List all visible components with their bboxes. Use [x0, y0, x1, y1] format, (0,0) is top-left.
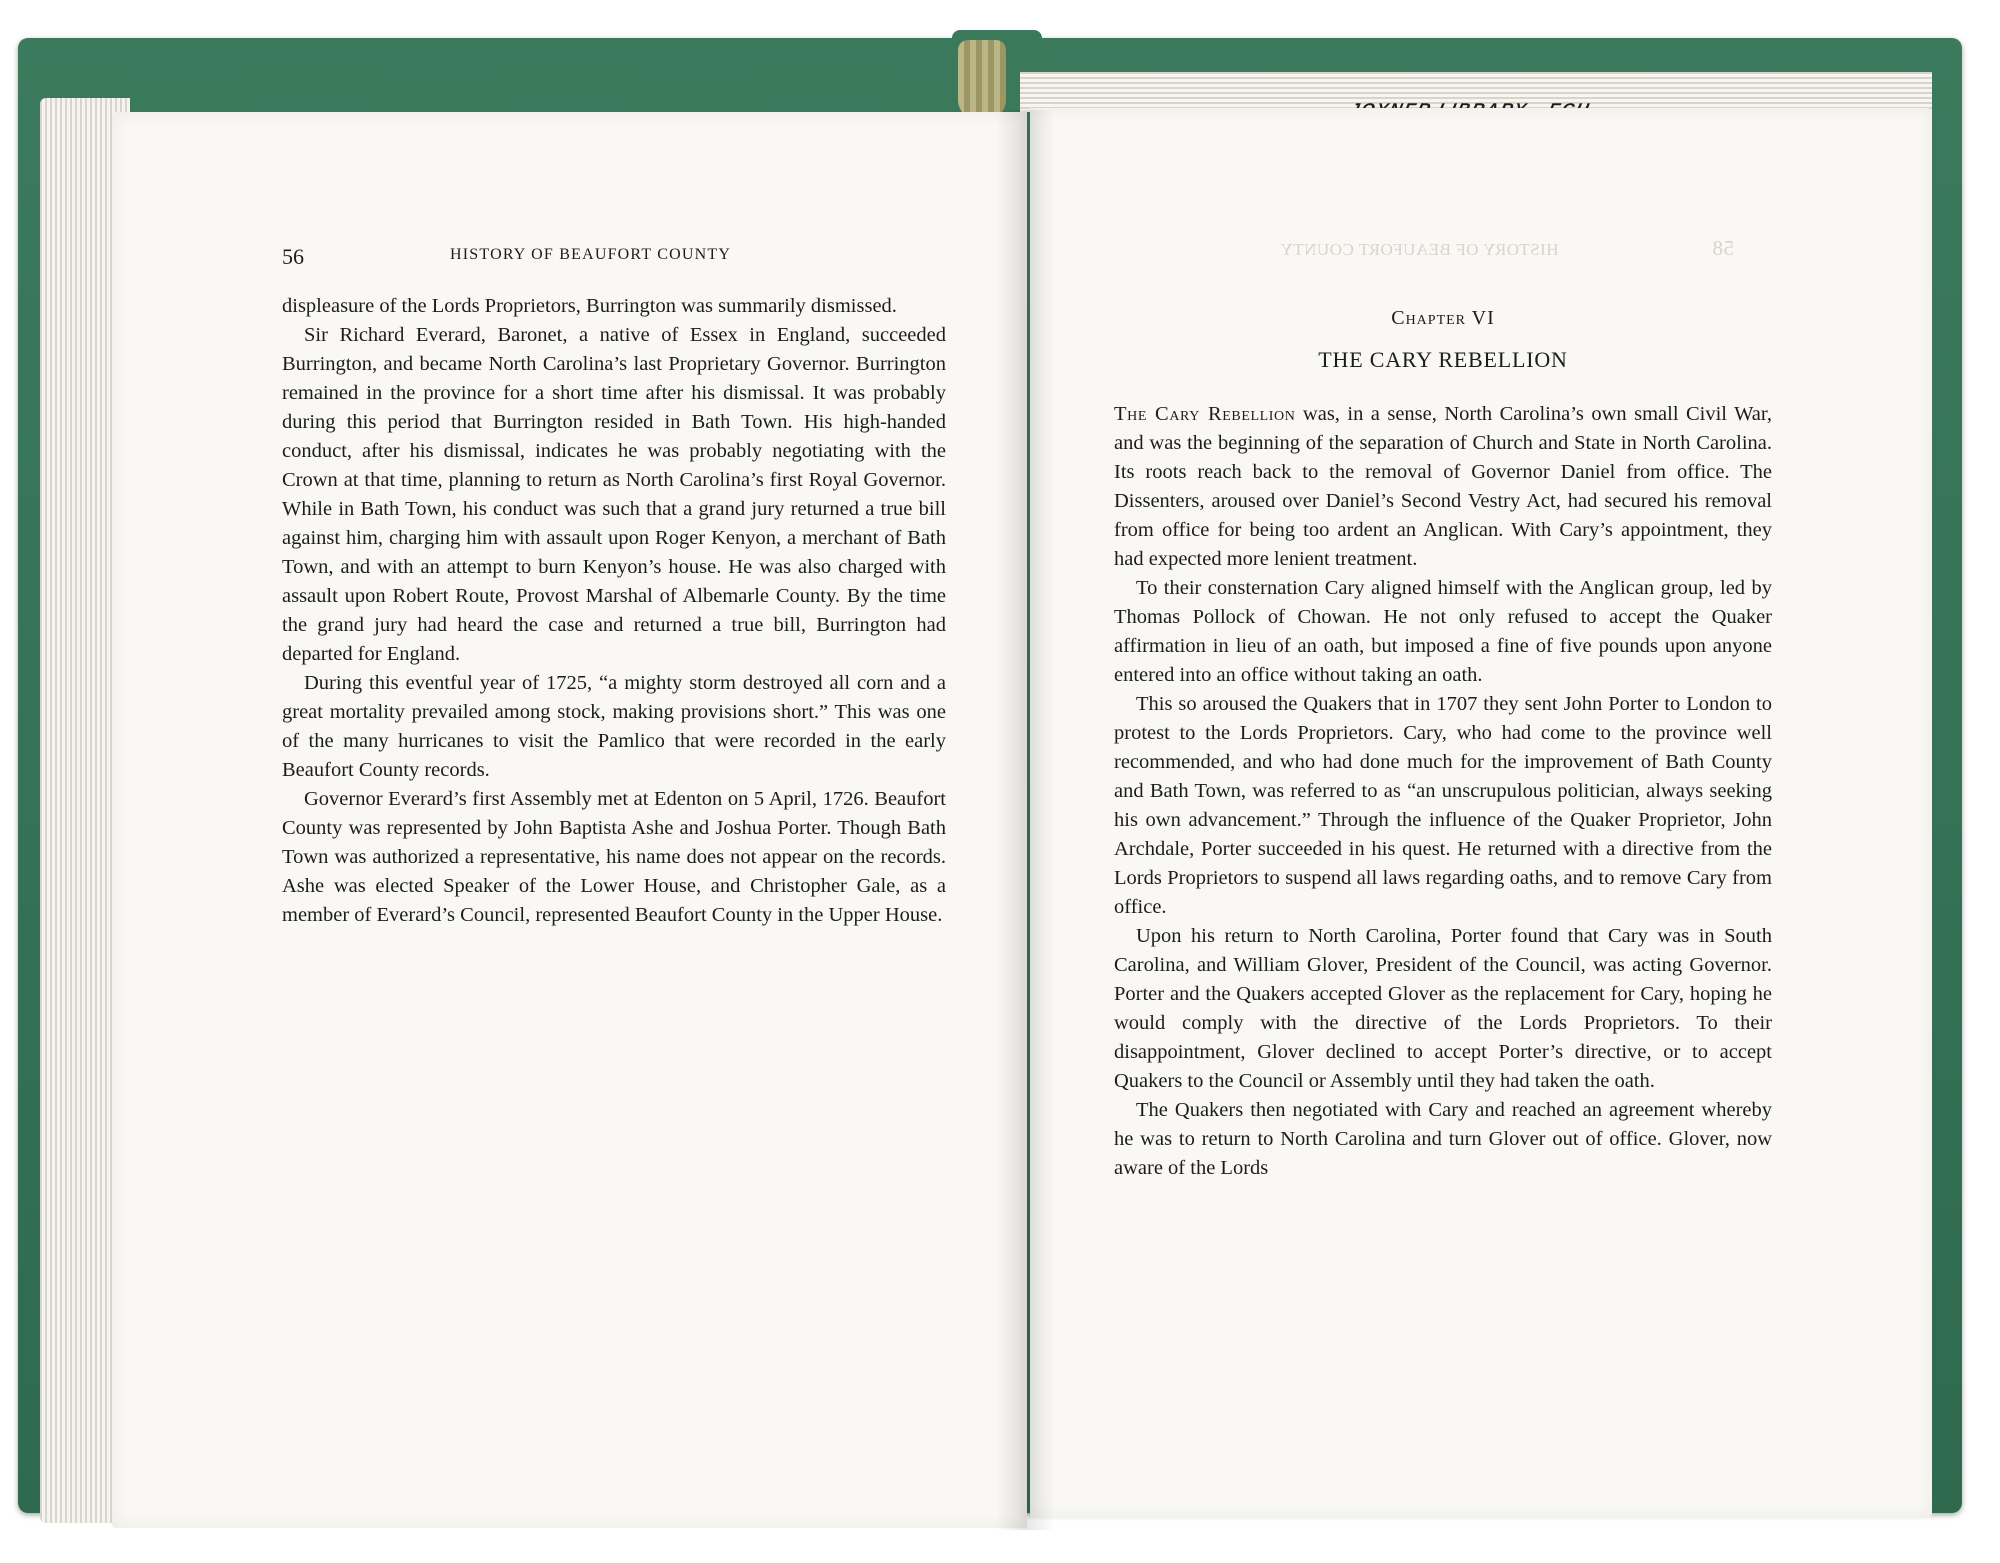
chapter-label: Chapter VI [1391, 307, 1495, 329]
ribbon-bookmark [958, 40, 1006, 120]
right-page-text [1114, 400, 1772, 1183]
book-gutter [995, 110, 1055, 1530]
lead-in: The Cary Rebellion [1114, 403, 1296, 425]
left-page-text [282, 292, 946, 930]
paragraph: Upon his return to North Carolina, Porter found that Cary was in South Carolina, and William Glover, President of the Council, was acting Governor. Porter and the Quakers accepted Glover as the replacement for Cary, hoping he would comply with the directive of the Lords Proprietors. To their disappointment, Glover declined to accept Porter’s directive, or to accept Quakers to the Council or Assembly until they had taken the oath. [1114, 925, 1772, 1092]
running-head: HISTORY OF BEAUFORT COUNTY [450, 246, 732, 263]
bleed-through-running-head: HISTORY OF BEAUFORT COUNTY [1280, 240, 1559, 259]
paragraph: displeasure of the Lords Proprietors, Burrington was summarily dismissed. [282, 295, 897, 317]
paragraph-body: was, in a sense, North Carolina’s own small Civil War, and was the beginning of the separation of Church and State in North Carolina. Its roots reach back to the removal of Governor Daniel from office. The Dissenters, aroused over Daniel’s Second Vestry Act, had secured his removal from office for being too ardent an Anglican. With Cary’s appointment, they had expected more lenient treatment. [1114, 403, 1773, 570]
chapter-title: THE CARY REBELLION [1318, 347, 1568, 372]
paragraph: Sir Richard Everard, Baronet, a native of Essex in England, succeeded Burrington, and became North Carolina’s last Proprietary Governor. Burrington remained in the province for a short time after his dismissal. It was probably during this period that Burrington resided in Bath Town. His high-handed conduct, after his dismissal, indicates he was probably negotiating with the Crown at that time, planning to return as North Carolina’s first Royal Governor. While in Bath Town, his conduct was such that a grand jury returned a true bill against him, charging him with assault upon Roger Kenyon, a merchant of Bath Town, and with an attempt to burn Kenyon’s house. He was also charged with assault upon Robert Route, Provost Marshal of Albemarle County. By the time the grand jury had heard the case and returned a true bill, Burrington had departed for England. [282, 324, 946, 665]
bleed-through-page-number: 58 [1712, 236, 1734, 260]
paragraph: Governor Everard’s first Assembly met at Edenton on 5 April, 1726. Beaufort County was represented by John Baptista Ashe and Joshua Porter. Though Bath Town was authorized a representative, his name does not appear on the records. Ashe was elected Speaker of the Lower House, and Christopher Gale, as a member of Everard’s Council, represented Beaufort County in the Upper House. [282, 788, 946, 926]
paragraph: To their consternation Cary aligned himself with the Anglican group, led by Thomas Pollock of Chowan. He not only refused to accept the Quaker affirmation in lieu of an oath, but imposed a fine of five pounds upon anyone entered into an office without taking an oath. [1114, 577, 1772, 686]
paragraph [1114, 400, 1772, 574]
paragraph: During this eventful year of 1725, “a mighty storm destroyed all corn and a great mortality prevailed among stock, making provisions short.” This was one of the many hurricanes to visit the Pamlico that were recorded in the early Beaufort County records. [282, 672, 946, 781]
paragraph: This so aroused the Quakers that in 1707 they sent John Porter to London to protest to the Lords Proprietors. Cary, who had come to the province well recommended, and who had done much for the improvement of Bath County and Bath Town, was referred to as “an unscrupulous politician, always seeking his own advancement.” Through the influence of the Quaker Proprietor, John Archdale, Porter succeeded in his quest. He returned with a directive from the Lords Proprietors to suspend all laws regarding oaths, and to remove Cary from office. [1114, 693, 1772, 918]
paragraph: The Quakers then negotiated with Cary and reached an agreement whereby he was to return to North Carolina and turn Glover out of office. Glover, now aware of the Lords [1114, 1099, 1772, 1179]
page-number: 56 [282, 244, 304, 269]
